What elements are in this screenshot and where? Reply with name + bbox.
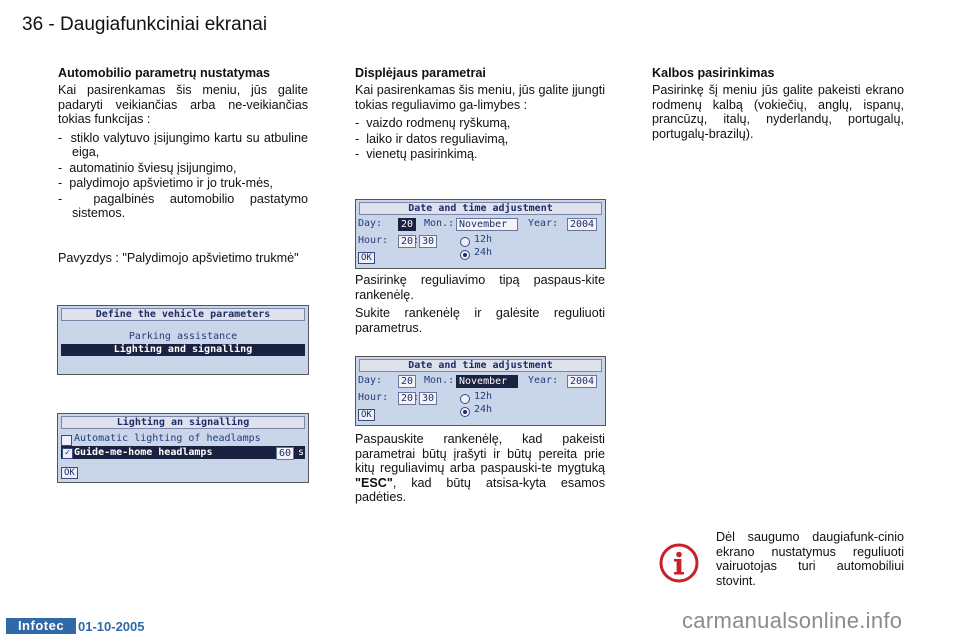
intro-text: Kai pasirenkamas šis meniu, jūs galite padaryti veikiančias arba ne-veikiančias tokias funkcijas : bbox=[58, 83, 308, 126]
instruction-press bbox=[355, 432, 605, 505]
radio-12h[interactable] bbox=[460, 394, 470, 404]
feature-list bbox=[58, 131, 308, 221]
page-number: 36 bbox=[22, 14, 44, 35]
minute-field[interactable]: 30 bbox=[419, 392, 437, 405]
press-text-before: Paspauskite rankenėlę, kad pakeisti parametrai būtų įrašyti ir būtų pereita prie kitų reguliavimų arba paspauski-te mygtuką bbox=[355, 432, 605, 475]
column-display-parameters-end bbox=[355, 432, 605, 509]
intro-text: Kai pasirenkamas šis meniu, jūs galite įjungti tokias reguliavimo ga-limybes : bbox=[355, 83, 605, 112]
section-heading: Automobilio parametrų nustatymas bbox=[58, 66, 271, 80]
date-time-screen-1 bbox=[355, 199, 606, 269]
checkbox-guide-me-home[interactable]: ✓ bbox=[62, 448, 73, 459]
menu-item-parking-assistance[interactable]: Parking assistance bbox=[128, 331, 238, 342]
hour-field[interactable]: 20 bbox=[398, 392, 416, 405]
screen-title: Define the vehicle parameters bbox=[61, 308, 305, 321]
list-item: - vienetų pasirinkimą. bbox=[355, 147, 605, 162]
infotec-badge: Infotec bbox=[6, 618, 76, 634]
label-24h: 24h bbox=[474, 404, 493, 415]
label-12h: 12h bbox=[474, 391, 493, 402]
esc-key-label: "ESC" bbox=[355, 475, 393, 490]
hour-field[interactable]: 20 bbox=[398, 235, 416, 248]
menu-item-lighting-signalling[interactable]: Lighting and signalling bbox=[61, 344, 305, 356]
list-item: - laiko ir datos reguliavimą, bbox=[355, 132, 605, 147]
duration-field[interactable]: 60 bbox=[276, 447, 294, 460]
duration-unit: s bbox=[298, 447, 305, 458]
year-field[interactable]: 2004 bbox=[567, 218, 597, 231]
section-heading: Displėjaus parametrai bbox=[355, 66, 486, 80]
month-label: Mon.: bbox=[424, 218, 455, 229]
radio-24h[interactable] bbox=[460, 407, 470, 417]
info-icon bbox=[659, 543, 699, 583]
label-12h: 12h bbox=[474, 234, 493, 245]
column-vehicle-parameters bbox=[58, 66, 308, 269]
column-display-parameters bbox=[355, 66, 605, 166]
date-time-screen-2 bbox=[355, 356, 606, 426]
list-item: - palydimojo apšvietimo ir jo truk-mės, bbox=[58, 176, 308, 191]
year-field[interactable]: 2004 bbox=[567, 375, 597, 388]
month-field[interactable]: November bbox=[456, 375, 518, 388]
instruction-turn: Sukite rankenėlę ir galėsite reguliuoti parametrus. bbox=[355, 306, 605, 335]
checkbox-auto-lighting[interactable] bbox=[61, 435, 72, 446]
page-header bbox=[22, 14, 267, 36]
list-item: - pagalbinės automobilio pastatymo sistemos. bbox=[58, 192, 308, 221]
lighting-screen bbox=[57, 413, 309, 483]
minute-field[interactable]: 30 bbox=[419, 235, 437, 248]
day-field[interactable]: 20 bbox=[398, 218, 416, 231]
press-text-after: , kad būtų atsisa-kyta esamos padėties. bbox=[355, 475, 605, 504]
year-label: Year: bbox=[528, 218, 559, 229]
time-separator: : bbox=[413, 235, 420, 246]
screen-title: Date and time adjustment bbox=[359, 359, 602, 372]
ok-button[interactable]: OK bbox=[358, 252, 375, 264]
list-item: - stiklo valytuvo įsijungimo kartu su atbuline eiga, bbox=[58, 131, 308, 160]
day-label: Day: bbox=[358, 375, 383, 386]
day-label: Day: bbox=[358, 218, 383, 229]
label-24h: 24h bbox=[474, 247, 493, 258]
language-text: Pasirinkę šį meniu jūs galite pakeisti ekrano rodmenų kalbą (vokiečių, anglų, ispanų, prancūzų, italų, nyderlandų, portugalų, portugalų-brazilų). bbox=[652, 83, 904, 141]
column-language-selection bbox=[652, 66, 904, 145]
list-item: - vaizdo rodmenų ryškumą, bbox=[355, 116, 605, 131]
auto-lighting-label: Automatic lighting of headlamps bbox=[74, 433, 261, 444]
header-separator: - bbox=[43, 14, 61, 35]
vehicle-parameters-screen bbox=[57, 305, 309, 375]
instruction-select: Pasirinkę reguliavimo tipą paspaus-kite rankenėlę. bbox=[355, 273, 605, 302]
page-title: Daugiafunkciniai ekranai bbox=[60, 14, 268, 35]
screen-title: Lighting an signalling bbox=[61, 416, 305, 429]
guide-me-home-label: Guide-me-home headlamps bbox=[74, 447, 213, 458]
month-field[interactable]: November bbox=[456, 218, 518, 231]
safety-note: Dėl saugumo daugiafunk-cinio ekrano nustatymus reguliuoti vairuotojas turi automobiliui stovint. bbox=[716, 530, 904, 588]
footer-date: 01-10-2005 bbox=[78, 619, 145, 634]
hour-label: Hour: bbox=[358, 392, 389, 403]
radio-12h[interactable] bbox=[460, 237, 470, 247]
year-label: Year: bbox=[528, 375, 559, 386]
ok-button[interactable]: OK bbox=[61, 467, 78, 479]
column-display-parameters-cont bbox=[355, 273, 605, 339]
list-item: - automatinio šviesų įsijungimo, bbox=[58, 161, 308, 176]
feature-list bbox=[355, 116, 605, 162]
watermark: carmanualsonline.info bbox=[682, 608, 903, 633]
screen-title: Date and time adjustment bbox=[359, 202, 602, 215]
month-label: Mon.: bbox=[424, 375, 455, 386]
time-separator: : bbox=[413, 392, 420, 403]
hour-label: Hour: bbox=[358, 235, 389, 246]
radio-24h[interactable] bbox=[460, 250, 470, 260]
ok-button[interactable]: OK bbox=[358, 409, 375, 421]
day-field[interactable]: 20 bbox=[398, 375, 416, 388]
example-text: Pavyzdys : "Palydimojo apšvietimo trukmė" bbox=[58, 250, 299, 265]
section-heading: Kalbos pasirinkimas bbox=[652, 66, 775, 80]
